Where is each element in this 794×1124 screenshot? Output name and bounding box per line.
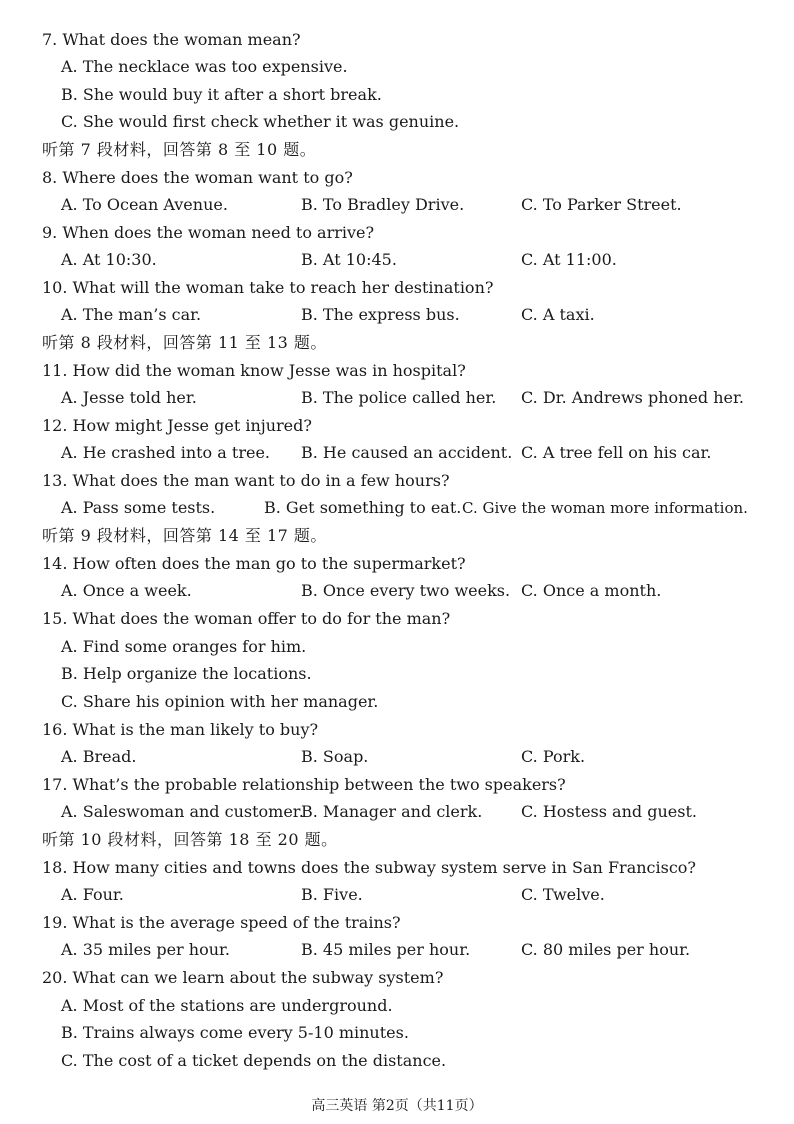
q9-option-b: B. At 10:45. [301,250,397,269]
q11-option-c: C. Dr. Andrews phoned her. [521,388,744,407]
q19-option-b: B. 45 miles per hour. [301,940,471,959]
question-9-options [0,246,794,274]
q9-option-a: A. At 10:30. [61,250,157,269]
question-19-options [0,936,794,964]
q19-option-c: C. 80 miles per hour. [521,940,691,959]
question-13-stem: 13. What does the man want to do in a few hours? [42,471,450,490]
q13-option-c: C. Give the woman more information. [462,499,748,517]
q16-option-c: C. Pork. [521,747,586,766]
section-heading-10: 听第 10 段材料，回答第 18 至 20 题。 [42,830,338,849]
question-10-stem: 10. What will the woman take to reach her destination? [42,278,494,297]
question-18-options [0,881,794,909]
question-11-stem: 11. How did the woman know Jesse was in hospital? [42,361,466,380]
question-13-options [0,494,794,522]
q12-option-a: A. He crashed into a tree. [61,443,270,462]
question-20-option-c-row [0,1047,794,1075]
q15-option-a: A. Find some oranges for him. [61,637,307,656]
q12-option-b: B. He caused an accident. [301,443,513,462]
question-20-option-a-row [0,992,794,1020]
question-11-options [0,384,794,412]
q18-option-b: B. Five. [301,885,363,904]
q7-option-a: A. The necklace was too expensive. [61,57,348,76]
q9-option-c: C. At 11:00. [521,250,617,269]
question-7-option-b-row [0,81,794,109]
question-14-options [0,577,794,605]
q20-option-a: A. Most of the stations are underground. [61,996,393,1015]
question-20-stem: 20. What can we learn about the subway system? [42,968,444,987]
question-14-stem: 14. How often does the man go to the supermarket? [42,554,466,573]
q16-option-b: B. Soap. [301,747,369,766]
q20-option-c: C. The cost of a ticket depends on the distance. [61,1051,447,1070]
question-7-options [0,53,794,81]
q17-option-c: C. Hostess and guest. [521,802,697,821]
q17-option-b: B. Manager and clerk. [301,802,483,821]
q18-option-c: C. Twelve. [521,885,605,904]
q16-option-a: A. Bread. [61,747,137,766]
question-16-options [0,743,794,771]
q7-option-b: B. She would buy it after a short break. [61,85,382,104]
q20-option-b: B. Trains always come every 5-10 minutes. [61,1023,409,1042]
question-17-stem: 17. What’s the probable relationship between the two speakers? [42,775,566,794]
question-15-option-b-row [0,660,794,688]
q10-option-b: B. The express bus. [301,305,460,324]
q14-option-a: A. Once a week. [61,581,192,600]
question-10-options [0,301,794,329]
question-9-stem: 9. When does the woman need to arrive? [42,223,375,242]
q13-option-a: A. Pass some tests. [61,498,216,517]
q10-option-c: C. A taxi. [521,305,595,324]
question-19-stem: 19. What is the average speed of the trains? [42,913,401,932]
q11-option-b: B. The police called her. [301,388,497,407]
question-20-option-b-row [0,1019,794,1047]
q13-option-b: B. Get something to eat. [264,498,462,517]
q12-option-c: C. A tree fell on his car. [521,443,712,462]
question-8-options [0,191,794,219]
question-12-stem: 12. How might Jesse get injured? [42,416,312,435]
question-7-option-c-row [0,108,794,136]
q8-option-c: C. To Parker Street. [521,195,682,214]
section-heading-9: 听第 9 段材料，回答第 14 至 17 题。 [42,526,327,545]
question-7-stem: 7. What does the woman mean? [42,30,301,49]
q15-option-b: B. Help organize the locations. [61,664,312,683]
q14-option-b: B. Once every two weeks. [301,581,511,600]
section-heading-8: 听第 8 段材料，回答第 11 至 13 题。 [42,333,327,352]
question-17-options [0,798,794,826]
q17-option-a: A. Saleswoman and customer. [61,802,304,821]
q11-option-a: A. Jesse told her. [61,388,197,407]
q14-option-c: C. Once a month. [521,581,662,600]
question-8-stem: 8. Where does the woman want to go? [42,168,353,187]
question-18-stem: 18. How many cities and towns does the subway system serve in San Francisco? [42,858,696,877]
q8-option-b: B. To Bradley Drive. [301,195,465,214]
question-16-stem: 16. What is the man likely to buy? [42,720,319,739]
q19-option-a: A. 35 miles per hour. [61,940,231,959]
question-12-options [0,439,794,467]
q10-option-a: A. The man’s car. [61,305,202,324]
q7-option-c: C. She would first check whether it was genuine. [61,112,460,131]
question-15-option-a-row [0,633,794,661]
q18-option-a: A. Four. [61,885,124,904]
q8-option-a: A. To Ocean Avenue. [61,195,228,214]
question-15-stem: 15. What does the woman offer to do for the man? [42,609,451,628]
q15-option-c: C. Share his opinion with her manager. [61,692,379,711]
section-heading-7: 听第 7 段材料，回答第 8 至 10 题。 [42,140,317,159]
question-15-option-c-row [0,688,794,716]
page-footer: 高三英语 第2页（共11页） [311,1098,483,1114]
